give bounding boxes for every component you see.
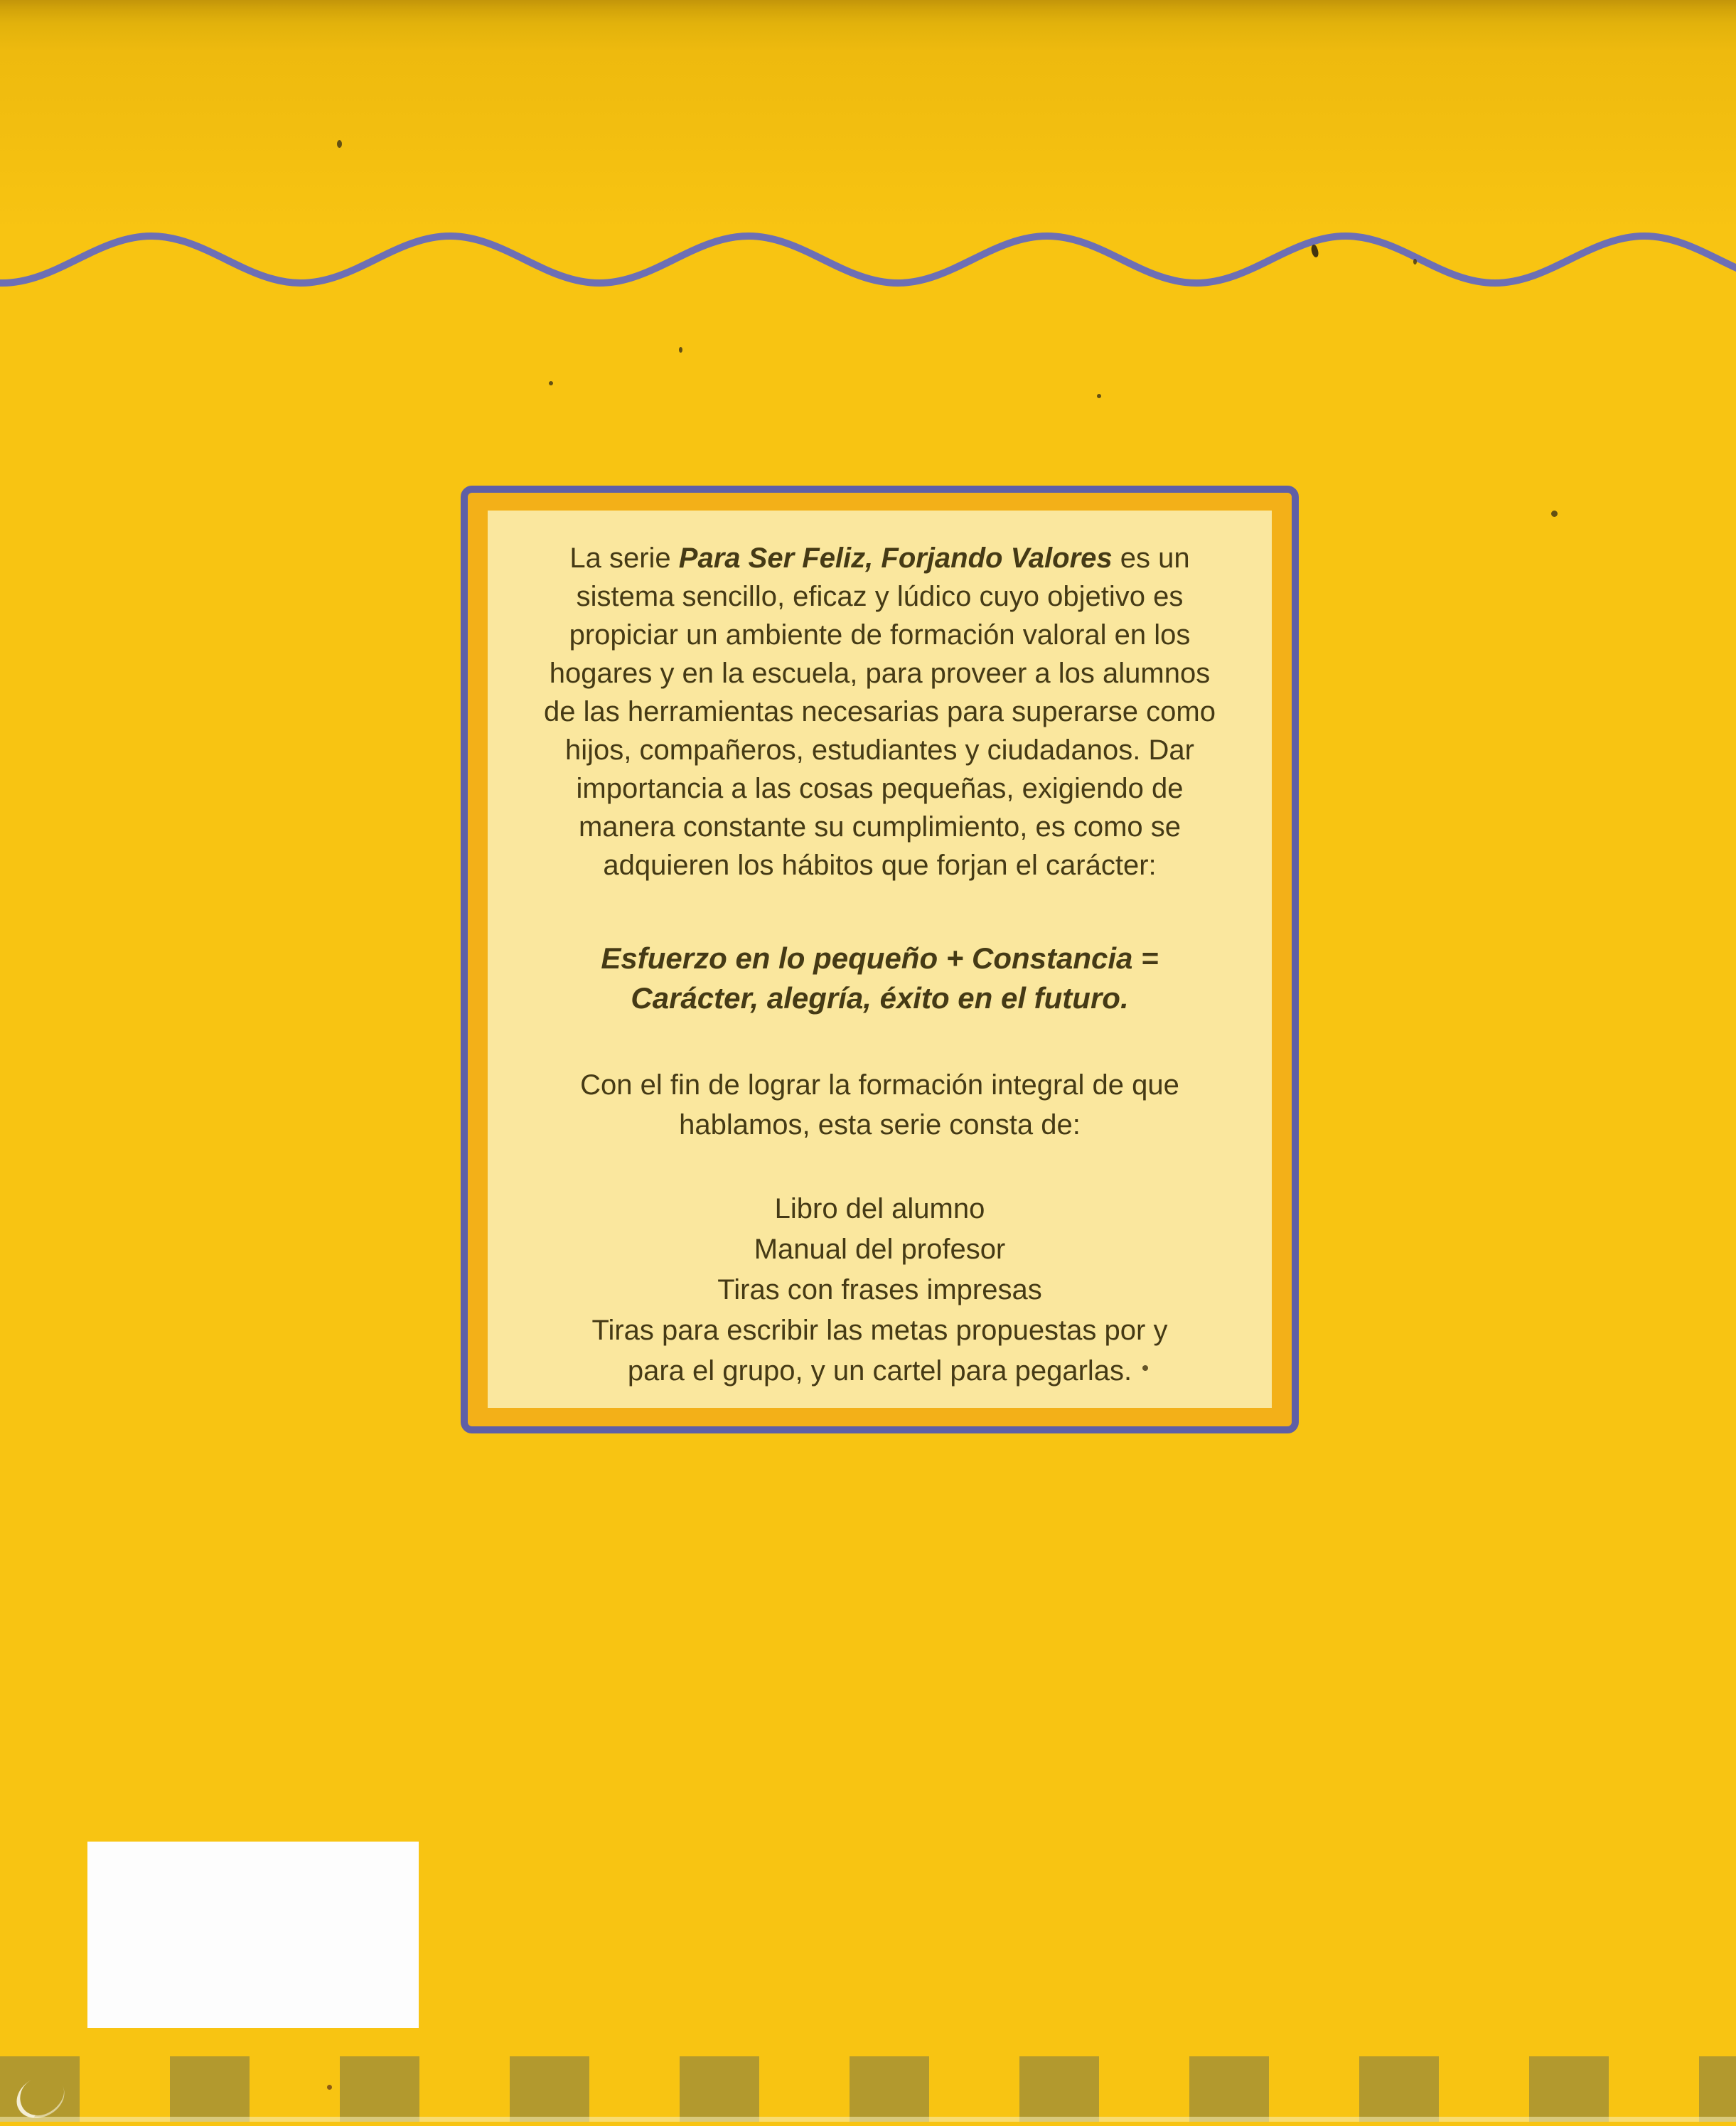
dust-speck xyxy=(1413,259,1417,265)
closing-text xyxy=(488,1065,1272,1145)
dust-speck xyxy=(327,2085,332,2090)
wave-line xyxy=(0,0,1736,341)
bottom-stripes xyxy=(0,2056,1736,2122)
bottom-scan-edge xyxy=(0,2117,1736,2122)
intro-line: adquieren los hábitos que forjan el carácter: xyxy=(603,850,1157,881)
dust-speck xyxy=(1142,1365,1148,1371)
component-line: Manual del profesor xyxy=(754,1234,1006,1265)
component-line: Tiras con frases impresas xyxy=(717,1274,1042,1305)
equation-line: Esfuerzo en lo pequeño + Constancia = xyxy=(601,941,1159,975)
intro-line: propiciar un ambiente de formación valoral en los xyxy=(569,619,1191,651)
barcode-placeholder xyxy=(87,1842,419,2028)
intro-line: hijos, compañeros, estudiantes y ciudadanos. Dar xyxy=(565,735,1194,766)
intro-line: sistema sencillo, eficaz y lúdico cuyo objetivo es xyxy=(576,581,1184,612)
closing-line: hablamos, esta serie consta de: xyxy=(679,1109,1081,1141)
info-panel xyxy=(488,511,1272,1408)
wave-path xyxy=(0,236,1736,283)
intro-line: de las herramientas necesarias para superarse como xyxy=(544,696,1216,727)
equation-line: Carácter, alegría, éxito en el futuro. xyxy=(631,981,1129,1015)
dust-speck xyxy=(679,347,682,353)
component-line: Libro del alumno xyxy=(774,1193,985,1224)
intro-line1-prefix: La serie xyxy=(569,543,679,574)
equation-text xyxy=(488,939,1272,1018)
dust-speck xyxy=(1097,394,1101,398)
component-line: Tiras para escribir las metas propuestas por y xyxy=(591,1315,1168,1346)
info-box xyxy=(461,486,1299,1433)
components-list xyxy=(488,1189,1272,1391)
closing-line: Con el fin de lograr la formación integral de que xyxy=(580,1069,1179,1101)
intro-paragraph xyxy=(488,539,1272,885)
dust-speck xyxy=(549,381,553,385)
component-line: para el grupo, y un cartel para pegarlas. xyxy=(627,1355,1132,1387)
intro-line1-suffix: es un xyxy=(1112,543,1190,574)
dust-speck xyxy=(337,140,342,148)
intro-line: manera constante su cumplimiento, es como se xyxy=(578,811,1182,843)
dust-speck xyxy=(1551,511,1558,517)
intro-line: importancia a las cosas pequeñas, exigiendo de xyxy=(576,773,1184,804)
series-title: Para Ser Feliz, Forjando Valores xyxy=(678,543,1113,574)
intro-line xyxy=(488,539,1272,577)
intro-line: hogares y en la escuela, para proveer a los alumnos xyxy=(549,658,1211,689)
